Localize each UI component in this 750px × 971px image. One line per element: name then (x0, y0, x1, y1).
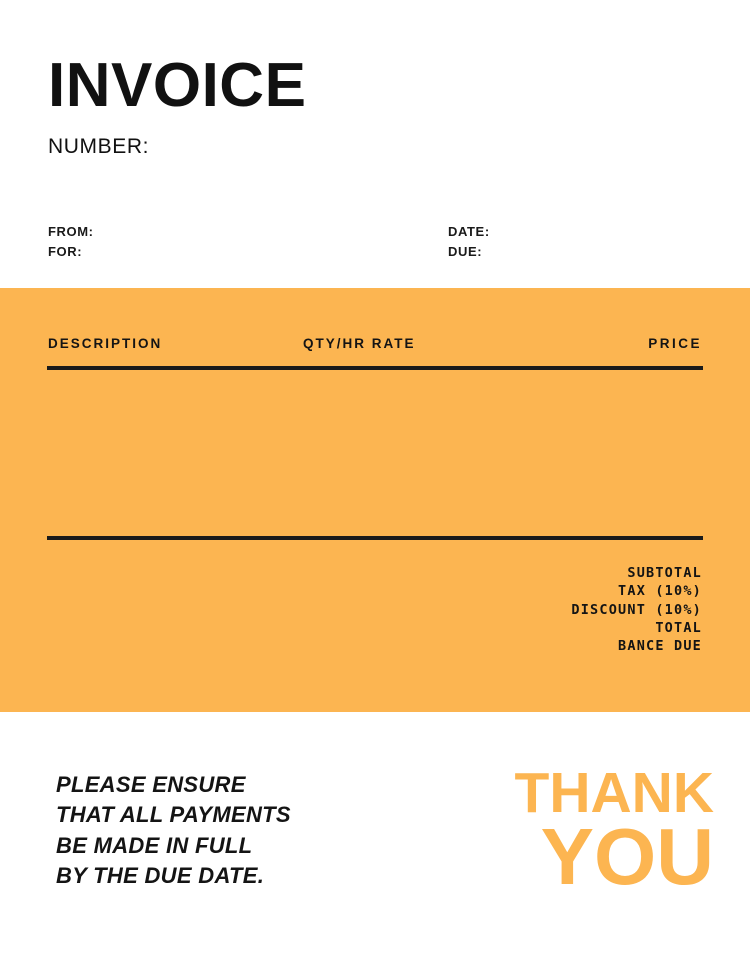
payment-note-line: BY THE DUE DATE. (56, 863, 265, 889)
invoice-header (48, 51, 708, 159)
column-header-price: PRICE (648, 336, 702, 351)
totals-row: DISCOUNT (10%) (571, 601, 702, 618)
thank-you-message (424, 761, 714, 902)
meta-column-left (48, 222, 448, 262)
thank-you-line-1: THANK (514, 761, 714, 825)
payment-note-line: BE MADE IN FULL (56, 832, 253, 858)
totals-row: SUBTOTAL (627, 565, 702, 581)
totals-row: BANCE DUE (618, 638, 702, 655)
date-label: DATE: (448, 224, 490, 239)
page-title: INVOICE (48, 51, 307, 120)
totals-row: TOTAL (655, 620, 702, 637)
from-label: FROM: (48, 224, 94, 239)
table-bottom-divider (47, 536, 703, 540)
payment-note (56, 770, 396, 891)
thank-you-line-2: YOU (540, 812, 714, 902)
payment-note-line: THAT ALL PAYMENTS (56, 802, 291, 828)
column-header-qty-rate: QTY/HR RATE (303, 336, 416, 351)
payment-note-line: PLEASE ENSURE (56, 772, 246, 797)
meta-column-right (448, 222, 490, 262)
column-header-description: DESCRIPTION (48, 336, 163, 351)
due-label: DUE: (448, 244, 483, 260)
for-label: FOR: (48, 244, 83, 260)
totals-row: TAX (10%) (618, 583, 702, 600)
invoice-number-label: NUMBER: (48, 135, 150, 158)
table-top-divider (47, 366, 703, 370)
invoice-meta (48, 222, 708, 262)
line-items-header (48, 336, 702, 351)
totals-list (382, 564, 702, 656)
